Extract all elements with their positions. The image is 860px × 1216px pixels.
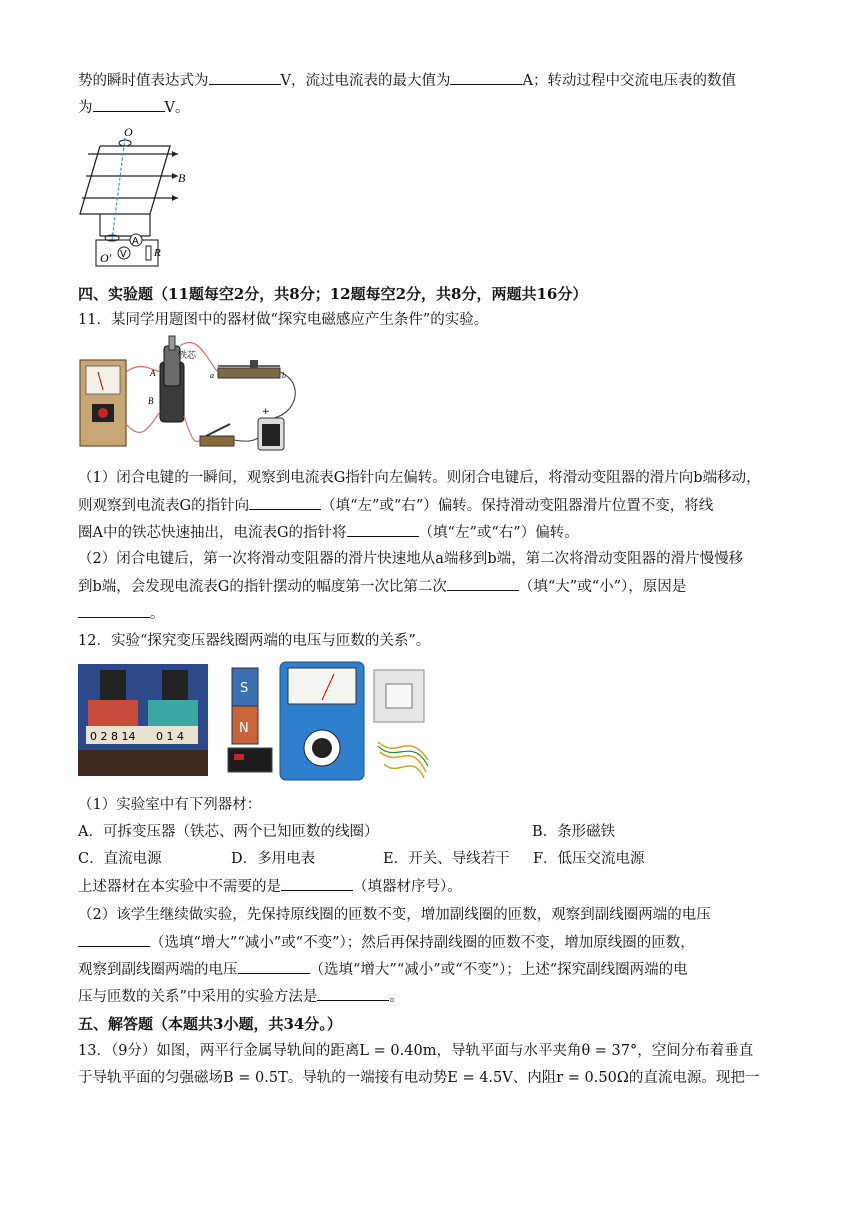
q12-option-f: F．低压交流电源 <box>533 851 645 867</box>
switch <box>200 436 234 446</box>
answer-blank[interactable] <box>78 603 150 618</box>
q10-text: 为 <box>78 100 93 116</box>
q12-text: 压与匝数的关系”中采用的实验方法是 <box>78 989 318 1005</box>
resistor-label: R <box>154 247 161 259</box>
label-o-prime: O′ <box>100 251 112 265</box>
q12-text: 上述器材在本实验中不需要的是 <box>78 879 281 895</box>
q12-text: 观察到副线圈两端的电压 <box>78 962 238 978</box>
label-b: B <box>178 171 186 185</box>
q12-option-c: C．直流电源 <box>78 851 162 867</box>
q11-text: （填“大”或“小”），原因是 <box>518 579 687 595</box>
coil-a-label: A <box>150 368 156 378</box>
q12-p2-line-4 <box>78 986 404 1007</box>
magnet-s-label: S <box>240 681 249 696</box>
answer-blank[interactable] <box>238 959 310 974</box>
rotation-axis <box>112 138 125 240</box>
rheostat <box>218 368 280 378</box>
coil-b-label: B <box>148 396 154 406</box>
battery-plus-label: + <box>262 407 270 417</box>
secondary-turns-label: 0 1 4 <box>156 730 184 743</box>
transformer-equipment-figure <box>78 660 432 784</box>
q11-text: 。 <box>150 606 165 622</box>
voltmeter-label: V <box>120 249 127 260</box>
q12-text: 。 <box>389 989 404 1005</box>
answer-blank[interactable] <box>93 97 165 112</box>
q11-stem: 11．某同学用题图中的器材做“探究电磁感应产生条件”的实验。 <box>78 312 489 328</box>
q13-line-2: 于导轨平面的匀强磁场B = 0.5T。导轨的一端接有电动势E = 4.5V、内阻r = 0.50Ω的直流电源。现把一 <box>78 1070 760 1086</box>
q11-p2-line-3 <box>78 603 165 624</box>
q11-text: 圈A中的铁芯快速抽出，电流表G的指针将 <box>78 525 347 541</box>
section-5-title: 五、解答题（本题共3小题，共34分。） <box>78 1015 342 1033</box>
primary-turns-label: 0 2 8 14 <box>90 730 136 743</box>
q11-p1-line-3 <box>78 522 579 543</box>
q13-line-1: 13．（9分）如图，两平行金属导轨间的距离L = 0.40m，导轨平面与水平夹角θ = 37°，空间分布着垂直 <box>78 1043 754 1059</box>
q11-text: （填“左”或“右”）偏转。保持滑动变阻器滑片位置不变，将线 <box>321 498 714 514</box>
q10-line-2 <box>78 97 189 118</box>
rheostat-b-label: b <box>282 371 286 380</box>
label-o: O <box>124 125 133 139</box>
q12-p1-question <box>78 876 462 897</box>
q12-option-e: E．开关、导线若干 <box>383 851 510 867</box>
q12-option-d: D．多用电表 <box>231 851 316 867</box>
q11-p2-line-2 <box>78 576 686 597</box>
q10-text: V。 <box>164 100 190 116</box>
q12-text: （选填“增大”“减小”或“不变”）；然后再保持副线圈的匝数不变，增加原线圈的匝数， <box>150 935 695 951</box>
answer-blank[interactable] <box>78 932 150 947</box>
q12-text: （选填“增大”“减小”或“不变”）；上述“探究副线圈两端的电 <box>309 962 688 978</box>
rheostat-a-label: a <box>210 371 214 380</box>
q12-p2-line-3 <box>78 959 688 980</box>
coil-generator-figure <box>78 124 188 270</box>
q10-text: A；转动过程中交流电压表的数值 <box>522 73 736 89</box>
q11-p1-line-2 <box>78 495 713 516</box>
q11-text: （填“左”或“右”）偏转。 <box>418 525 579 541</box>
q10-line-1 <box>78 70 736 91</box>
answer-blank[interactable] <box>209 70 281 85</box>
section-4-title: 四、实验题（11题每空2分，共8分；12题每空2分，共8分，两题共16分） <box>78 285 588 303</box>
q11-p2-line-1: （2）闭合电键后，第一次将滑动变阻器的滑片快速地从a端移到b端，第二次将滑动变阻器的滑片慢慢移 <box>78 551 744 567</box>
q12-p1: （1）实验室中有下列器材： <box>78 797 262 813</box>
q12-stem: 12．实验“探究变压器线圈两端的电压与匝数的关系”。 <box>78 633 431 649</box>
q12-option-b: B．条形磁铁 <box>532 824 616 840</box>
answer-blank[interactable] <box>249 495 321 510</box>
answer-blank[interactable] <box>447 576 519 591</box>
q11-text: 到b端，会发现电流表G的指针摆动的幅度第一次比第二次 <box>78 579 447 595</box>
magnet-n-label: N <box>239 721 249 736</box>
answer-blank[interactable] <box>281 876 353 891</box>
q12-text: （填器材序号）。 <box>353 879 462 895</box>
wires-photo <box>378 742 428 778</box>
q11-text: 则观察到电流表G的指针向 <box>78 498 250 514</box>
q12-p2-line-2 <box>78 932 695 953</box>
answer-blank[interactable] <box>347 522 419 537</box>
q12-p2-line-1: （2）该学生继续做实验，先保持原线圈的匝数不变，增加副线圈的匝数，观察到副线圈两端的电压 <box>78 907 711 923</box>
q12-option-a: A．可拆变压器（铁芯、两个已知匝数的线圈） <box>78 824 379 840</box>
answer-blank[interactable] <box>317 986 389 1001</box>
q11-p1-line-1: （1）闭合电键的一瞬间，观察到电流表G指针向左偏转。则闭合电键后，将滑动变阻器的滑片向b端移动， <box>78 470 761 486</box>
induction-apparatus-figure <box>78 332 310 460</box>
q10-text: 势的瞬时值表达式为 <box>78 73 209 89</box>
ammeter-label: A <box>132 236 139 247</box>
answer-blank[interactable] <box>450 70 522 85</box>
iron-core-label: 铁芯 <box>178 351 197 361</box>
q10-text: V，流过电流表的最大值为 <box>280 73 451 89</box>
coil-frame <box>80 146 170 214</box>
